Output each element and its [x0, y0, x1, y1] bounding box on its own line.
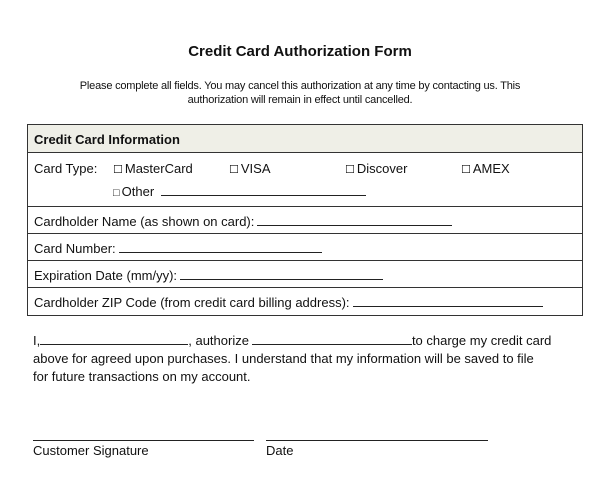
- zip-code-field[interactable]: [353, 294, 543, 307]
- zip-code-row: [28, 288, 582, 315]
- checkbox-icon[interactable]: ☐: [229, 164, 239, 176]
- instructions-line-2: authorization will remain in effect until cancelled.: [187, 94, 413, 106]
- checkbox-icon[interactable]: ☐: [345, 164, 355, 176]
- authorization-line-1: [33, 332, 593, 350]
- expiration-label: Expiration Date (mm/yy):: [34, 268, 178, 283]
- date-label: Date: [266, 443, 294, 458]
- cardholder-name-field[interactable]: [257, 213, 452, 226]
- form-title: Credit Card Authorization Form: [188, 43, 412, 60]
- card-number-field[interactable]: [119, 240, 322, 253]
- option-amex[interactable]: [461, 161, 510, 176]
- instructions-line-1: Please complete all fields. You may cancel this authorization at any time by contacting us. This: [79, 80, 521, 92]
- form-instructions: [60, 79, 540, 107]
- authorization-line-3: for future transactions on my account.: [33, 369, 251, 384]
- customer-name-field[interactable]: [40, 332, 188, 345]
- other-card-field[interactable]: [161, 183, 366, 196]
- credit-card-info-table: [27, 124, 583, 316]
- card-number-label: Card Number:: [34, 241, 116, 256]
- option-label: Other: [121, 184, 155, 199]
- expiration-row: [28, 261, 582, 288]
- expiration-field[interactable]: [180, 267, 383, 280]
- option-discover[interactable]: [345, 161, 407, 176]
- cardholder-name-label: Cardholder Name (as shown on card):: [34, 214, 255, 229]
- checkbox-icon[interactable]: ☐: [461, 164, 471, 176]
- checkbox-icon[interactable]: □: [113, 187, 120, 199]
- card-type-row: [28, 153, 582, 207]
- option-label: MasterCard: [124, 161, 193, 176]
- authorization-line-2: above for agreed upon purchases. I understand that my information will be saved to file: [33, 351, 534, 366]
- customer-signature-label: Customer Signature: [33, 443, 149, 458]
- option-label: AMEX: [472, 161, 510, 176]
- authorization-statement: [33, 332, 593, 386]
- checkbox-icon[interactable]: ☐: [113, 164, 123, 176]
- authorization-suffix: to charge my credit card: [411, 333, 552, 348]
- option-other[interactable]: [113, 183, 366, 199]
- card-type-label: Card Type:: [34, 161, 98, 176]
- option-label: VISA: [240, 161, 271, 176]
- option-mastercard[interactable]: [113, 161, 193, 176]
- cardholder-name-row: [28, 207, 582, 234]
- zip-code-label: Cardholder ZIP Code (from credit card billing address):: [34, 295, 350, 310]
- option-label: Discover: [356, 161, 408, 176]
- card-number-row: [28, 234, 582, 261]
- customer-signature-field[interactable]: [33, 440, 254, 441]
- section-header: Credit Card Information: [28, 125, 582, 153]
- authorization-prefix: I,: [33, 333, 41, 348]
- option-visa[interactable]: [229, 161, 271, 176]
- authorization-middle: , authorize: [188, 333, 249, 348]
- date-field[interactable]: [266, 440, 488, 441]
- merchant-name-field[interactable]: [252, 332, 412, 345]
